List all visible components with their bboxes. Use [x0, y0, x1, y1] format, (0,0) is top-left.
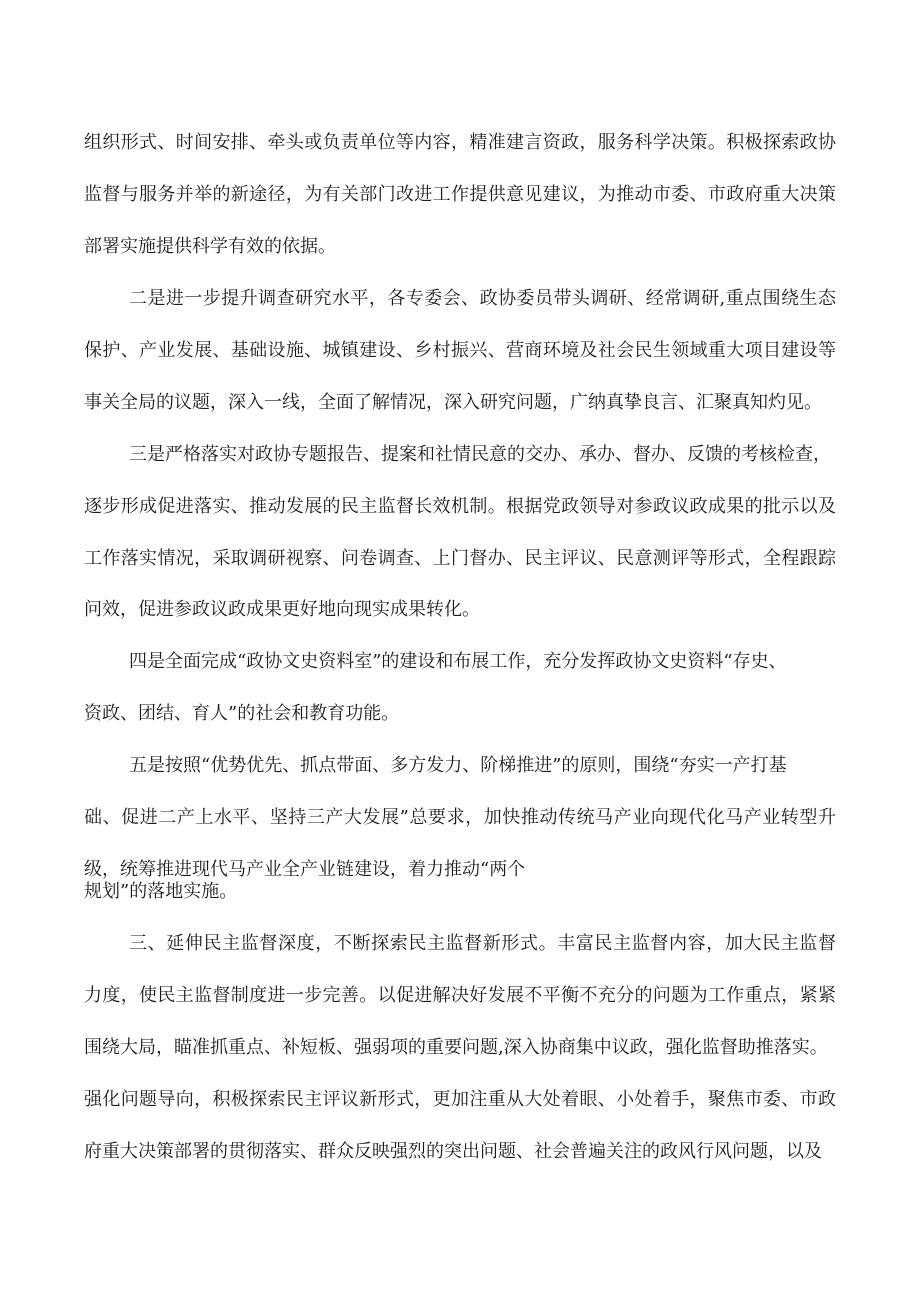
line-text: 四是全面完成“政协文史资料室”的建设和布展工作，充分发挥政协文史资料“存史、 [129, 651, 787, 672]
line-text: 事关全局的议题，深入一线，全面了解情况，深入研究问题，广纳真挚良言、汇聚真知灼见。 [84, 392, 822, 413]
line-text: 逐步形成促进落实、推动发展的民主监督长效机制。根据党政领导对参政议政成果的批示以及 [84, 496, 837, 517]
text-line [0, 495, 920, 519]
text-line [0, 287, 920, 311]
text-line [0, 391, 920, 415]
text-line [0, 1088, 920, 1112]
line-text: 二是进一步提升调查研究水平，各专委会、政协委员带头调研、经常调研,重点围绕生态 [129, 288, 837, 309]
line-text: 规划”的落地实施。 [84, 881, 238, 902]
text-line [0, 131, 920, 155]
line-text: 围绕大局，瞄准抓重点、补短板、强弱项的重要问题,深入协商集中议政，强化监督助推落实。 [84, 1037, 828, 1058]
text-line [0, 858, 920, 882]
line-text: 五是按照“优势优先、抓点带面、多方发力、阶梯推进”的原则，围绕“夯实一产打基 [129, 755, 787, 776]
line-text: 三是严格落实对政协专题报告、提案和社情民意的交办、承办、督办、反馈的考核检查， [129, 444, 831, 465]
text-line [0, 339, 920, 363]
text-line [0, 547, 920, 571]
text-line [0, 984, 920, 1008]
text-line [0, 932, 920, 956]
text-line [0, 806, 920, 830]
text-line [0, 1140, 920, 1164]
text-line [0, 183, 920, 207]
text-line [0, 443, 920, 467]
line-text: 组织形式、时间安排、牵头或负责单位等内容，精准建言资政，服务科学决策。积极探索政协 [84, 132, 837, 153]
line-text: 级，统筹推进现代马产业全产业链建设，着力推动“两个 [84, 859, 526, 880]
line-text: 监督与服务并举的新途径，为有关部门改进工作提供意见建议，为推动市委、市政府重大决策 [84, 184, 837, 205]
text-line [0, 650, 920, 674]
text-line [0, 754, 920, 778]
text-line [0, 235, 920, 259]
line-text: 强化问题导向，积极探索民主评议新形式，更加注重从大处着眼、小处着手，聚焦市委、市政 [84, 1089, 837, 1110]
text-line [0, 1036, 920, 1060]
text-line [0, 702, 920, 726]
line-text: 工作落实情况，采取调研视察、问卷调查、上门督办、民主评议、民意测评等形式，全程跟踪 [84, 548, 837, 569]
text-line [0, 880, 920, 904]
line-text: 础、促进二产上水平、坚持三产大发展”总要求，加快推动传统马产业向现代化马产业转型升 [84, 807, 837, 828]
line-text: 问效，促进参政议政成果更好地向现实成果转化。 [84, 599, 480, 620]
line-text: 府重大决策部署的贯彻落实、群众反映强烈的突出问题、社会普遍关注的政风行风问题，以及 [84, 1141, 822, 1162]
line-text: 力度，使民主监督制度进一步完善。以促进解决好发展不平衡不充分的问题为工作重点，紧紧 [84, 985, 837, 1006]
line-text: 三、延伸民主监督深度，不断探索民主监督新形式。丰富民主监督内容，加大民主监督 [129, 933, 837, 954]
line-text: 部署实施提供科学有效的依据。 [84, 236, 336, 257]
line-text: 资政、团结、育人”的社会和教育功能。 [84, 703, 400, 724]
text-line [0, 598, 920, 622]
line-text: 保护、产业发展、基础设施、城镇建设、乡村振兴、营商环境及社会民生领域重大项目建设等 [84, 340, 837, 361]
